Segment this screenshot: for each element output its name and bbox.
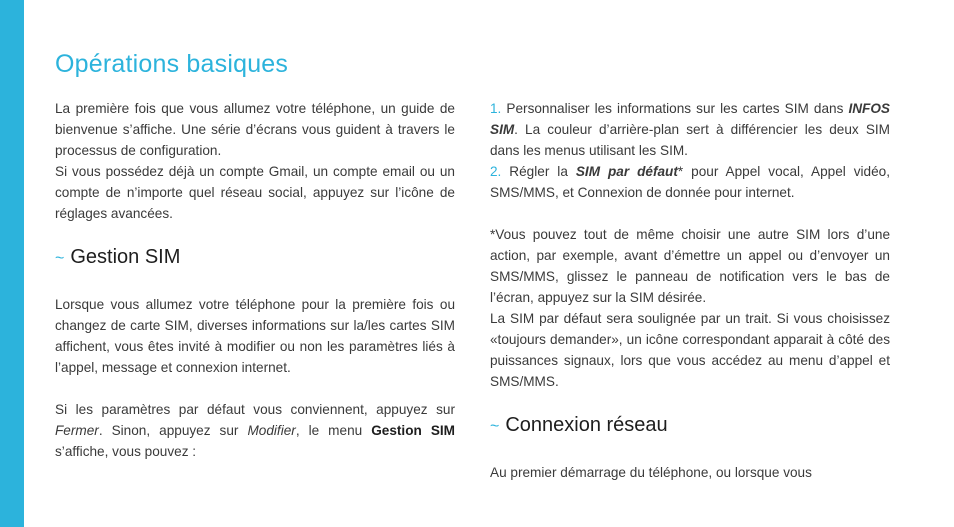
sim-par-defaut-label: SIM par défaut [575,164,678,179]
page-title: Opérations basiques [55,50,289,78]
tilde-bullet: ~ [490,418,500,435]
text-run: . La couleur d’arrière-plan sert à différencier les deux SIM dans les menus utilisant les SIM. [490,122,890,158]
note-paragraph-1: *Vous pouvez tout de même choisir une autre SIM lors d’une action, par exemple, avant d’émettre un appel ou d’envoyer un SMS/MMS, glissez le panneau de notification vers le bas de l’écran, appuyez sur la SIM désirée. [490,227,890,305]
text-run: s’affiche, vous pouvez : [55,444,197,459]
text-run: * pour Appel vocal, Appel vidéo, SMS/MMS, et Connexion de donnée pour internet. [490,164,891,200]
text-run: Si les paramètres par défaut vous conviennent, appuyez sur [55,402,455,417]
right-column [490,98,890,483]
accent-side-bar [0,0,24,527]
text-run: , le menu [295,423,372,438]
section-heading-text: Gestion SIM [70,246,181,268]
text-run: . Sinon, appuyez sur [98,423,248,438]
defaults-paragraph [55,399,455,462]
modifier-label: Modifier [247,423,296,438]
gestion-sim-menu-label: Gestion SIM [371,423,455,438]
note-paragraph-2: La SIM par défaut sera soulignée par un trait. Si vous choisissez «toujours demander», un icône correspondant apparait à côté des puissances signaux, lors que vous accédez au menu d’appel et SMS/MMS. [490,311,890,389]
list-number: 1. [490,101,502,116]
list-number: 2. [490,164,502,179]
section-heading-gestion-sim [55,244,455,272]
text-run: Régler la [501,164,576,179]
left-column [55,98,455,462]
section-heading-text: Connexion réseau [505,414,668,436]
gestion-sim-paragraph: Lorsque vous allumez votre téléphone pour la première fois ou changez de carte SIM, diverses informations sur la/les cartes SIM affichent, vous êtes invité à modifier ou non les paramètres liés à l’appel, message et connexion internet. [55,297,455,375]
list-item-2 [490,161,890,203]
intro-paragraph-1: La première fois que vous allumez votre téléphone, un guide de bienvenue s’affiche. Une série d’écrans vous guident à travers le processus de configuration. [55,101,455,158]
text-run: Personnaliser les informations sur les cartes SIM dans [501,101,849,116]
infos-sim-label: INFOS SIM [490,101,890,137]
list-item-1 [490,98,890,161]
intro-paragraph-2: Si vous possédez déjà un compte Gmail, un compte email ou un compte de n’importe quel réseau social, appuyez sur l’icône de réglages avancées. [55,164,455,221]
fermer-label: Fermer [55,423,99,438]
tilde-bullet: ~ [55,250,65,267]
section-heading-connexion-reseau [490,412,890,440]
network-paragraph: Au premier démarrage du téléphone, ou lorsque vous [490,465,812,480]
